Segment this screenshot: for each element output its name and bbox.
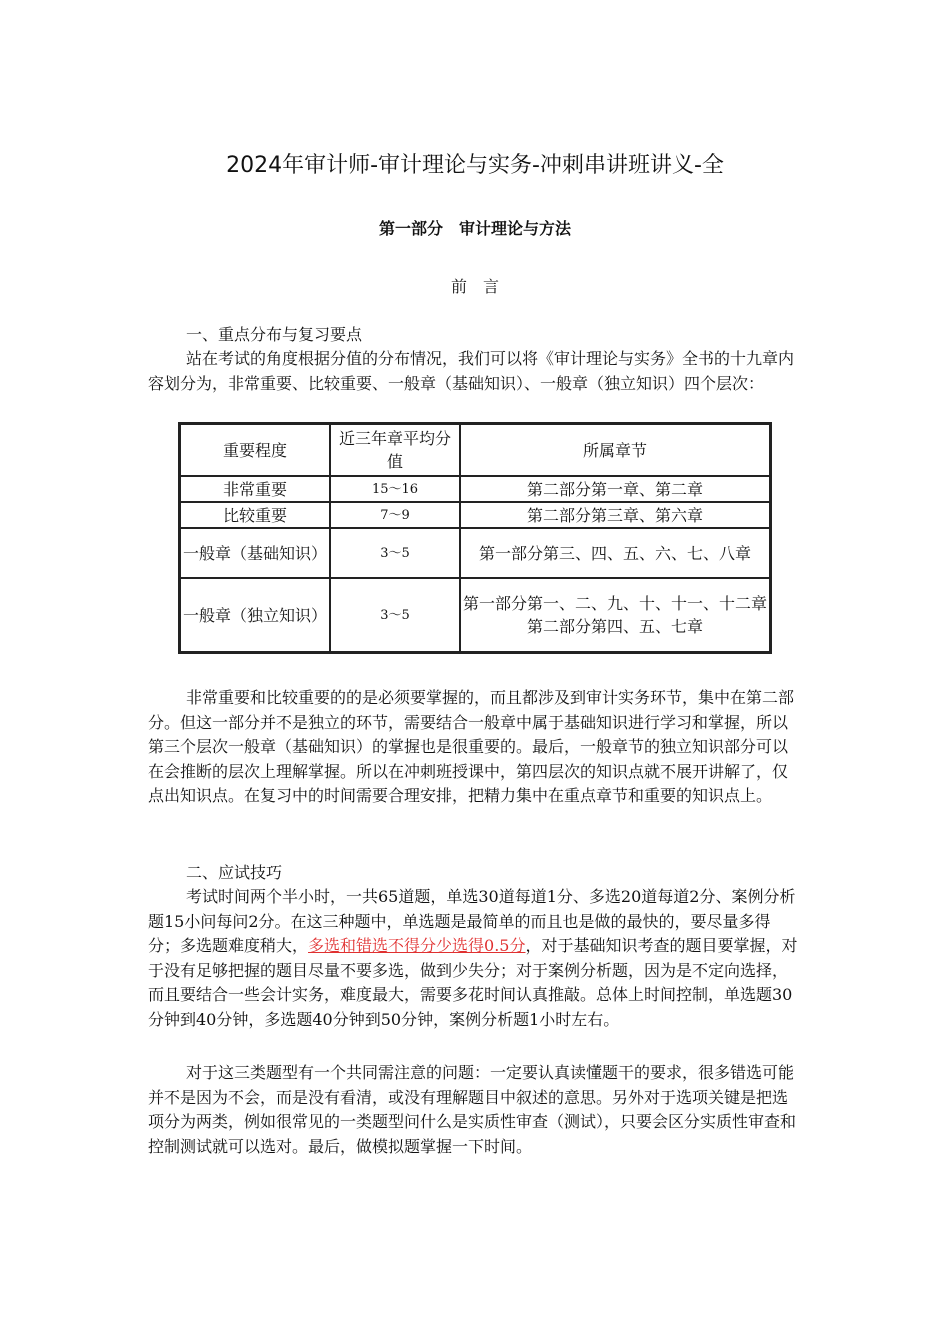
section1-intro: 站在考试的角度根据分值的分布情况，我们可以将《审计理论与实务》全书的十九章内容划分为，非常重要、比较重要、一般章（基础知识）、一般章（独立知识）四个层次：	[148, 349, 795, 393]
chapters-cell: 第二部分第一章、第二章	[460, 476, 770, 502]
score-cell: 15～16	[330, 476, 460, 502]
level-cell: 一般章（独立知识）	[180, 578, 330, 652]
section2-paragraph-1	[148, 885, 800, 1032]
score-cell: 3～5	[330, 578, 460, 652]
table-row	[180, 528, 770, 578]
p1-text-after: ，对于基础知识考查的题目要掌握，对于没有足够把握的题目尽量不要多选，做到少失分；对于案例分析题，因为是不定向选择，而且要结合一些会计实务，难度最大，需要多花时间认真推敲。总体上时间控制，单选题30分钟到40分钟，多选题40分钟到50分钟，案例分析题1小时左右。	[148, 936, 798, 1029]
level-cell: 非常重要	[180, 476, 330, 502]
table-row	[180, 476, 770, 502]
table-row	[180, 502, 770, 528]
chapters-cell: 第二部分第三章、第六章	[460, 502, 770, 528]
chapters-cell	[460, 578, 770, 652]
part-title: 第一部分 审计理论与方法	[378, 219, 571, 238]
importance-table	[178, 422, 772, 654]
table-row	[180, 578, 770, 652]
document-title: 2024年审计师-审计理论与实务-冲刺串讲班讲义-全	[226, 153, 724, 178]
level-cell: 比较重要	[180, 502, 330, 528]
section2-heading: 二、应试技巧	[186, 863, 283, 882]
score-cell: 3～5	[330, 528, 460, 578]
preface-heading: 前 言	[450, 277, 499, 296]
chapters-cell: 第一部分第三、四、五、六、七、八章	[460, 528, 770, 578]
section1-heading: 一、重点分布与复习要点	[186, 325, 363, 344]
score-cell: 7～9	[330, 502, 460, 528]
section2-paragraph-2: 对于这三类题型有一个共同需注意的问题：一定要认真读懂题干的要求，很多错选可能并不是因为不会，而是没有看清，或没有理解题目中叙述的意思。另外对于选项关键是把选项分为两类，例如很常见的一类题型问什么是实质性审查（测试），只要会区分实质性审查和控制测试就可以选对。最后，做模拟题掌握一下时间。	[148, 1063, 797, 1156]
table-header-cell: 重要程度	[180, 424, 330, 476]
after-table-paragraph: 非常重要和比较重要的的是必须要掌握的，而且都涉及到审计实务环节，集中在第二部分。但这一部分并不是独立的环节，需要结合一般章中属于基础知识进行学习和掌握，所以第三个层次一般章（基础知识）的掌握也是很重要的。最后，一般章节的独立知识部分可以在会推断的层次上理解掌握。所以在冲刺班授课中，第四层次的知识点就不展开讲解了，仅点出知识点。在复习中的时间需要合理安排，把精力集中在重点章节和重要的知识点上。	[148, 688, 795, 805]
p1-text-before: 考试时间两个半小时，一共65道题，单选30道每道1分、多选20道每道2分、案例分析题15小问每问2分。在这三种题中，单选题是最简单的而且也是做的最快的，要尽量多得分；多选题难度稍大，	[148, 887, 796, 955]
table-header-cell: 所属章节	[460, 424, 770, 476]
table-header-row	[180, 424, 770, 476]
table-header-cell: 近三年章平均分值	[330, 424, 460, 476]
chapters-line: 第二部分第四、五、七章	[526, 617, 703, 636]
scoring-rule-highlight: 多选和错选不得分少选得0.5分	[308, 936, 526, 955]
level-cell: 一般章（基础知识）	[180, 528, 330, 578]
chapters-line: 第一部分第一、二、九、十、十一、十二章	[463, 594, 768, 613]
